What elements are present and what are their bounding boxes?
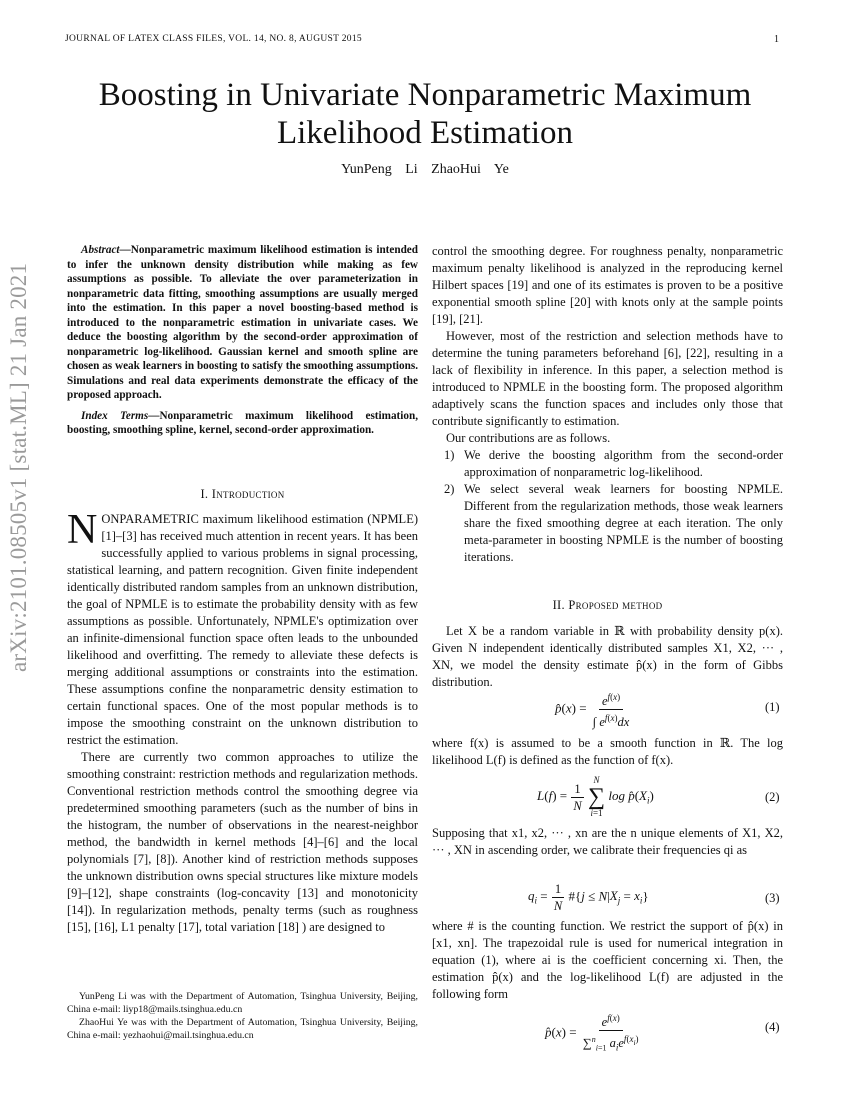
footnotes	[67, 990, 418, 1042]
introduction-section	[67, 486, 418, 936]
contribution-item-1: 1) We derive the boosting algorithm from the second-order approximation of nonparametric log-likelihood.	[444, 448, 783, 479]
running-header: JOURNAL OF LATEX CLASS FILES, VOL. 14, NO. 8, AUGUST 2015	[65, 34, 362, 44]
equation-4-number: (4)	[765, 1020, 780, 1034]
intro-paragraph-2: There are currently two common approaches to utilize the smoothing constraint: restriction methods and regularization methods. Conventional restriction methods control the smoothing degree via predetermined smoothing parameters (such as the number of bins in the histogram, the number of observations in the nearest-neighbor method, the bandwidth in kernel methods [4]–[6] and the local polynomials [7], [8]). Another kind of restriction methods supposes the unknown distribution owns special structures like mixture models [9]–[12], shape constraints (log-concavity [13] and monotonicity [14]). In regularization methods, penalty terms (such as roughness [15], [16], L1 penalty [17], total variation [18] ) are designed to	[67, 750, 418, 934]
method-section	[432, 597, 783, 691]
method-paragraph-2-block	[432, 735, 783, 769]
right-paragraph-2: However, most of the restriction and selection methods have to determine the tuning parameters beforehand [6], [22], resulting in a lack of flexibility in inference. In this paper, a selection method is introduced to NPMLE in the boosting form. The proposed algorithm adaptively scans the function spaces and includes only those that contribute significantly to estimation.	[432, 329, 783, 428]
abstract-label: Abstract	[81, 244, 120, 256]
paper-title: Boosting in Univariate Nonparametric Maximum Likelihood Estimation	[98, 77, 752, 151]
right-paragraph-1: control the smoothing degree. For roughness penalty, nonparametric maximum penalty likelihood is analyzed in the reproducing kernel Hilbert spaces [19] and one of its estimates is proven to be a positive exponential smooth spline [20] with knots only at the sample points [19], [21].	[432, 244, 783, 326]
right-paragraph-3: Our contributions are as follows.	[446, 431, 611, 445]
method-paragraph-4: where # is the counting function. We restrict the support of p̂(x) in [x1, xn]. The trapezoidal rule is used for numerical integration in equation (1), where ai is the coefficient concerning xi. Then, the estimation p̂(x) and the log-likelihood L(f) are adjusted in the following form	[432, 919, 783, 1001]
footnote-2: ZhaoHui Ye was with the Department of Automation, Tsinghua University, Beijing, China e-mail: yezhaohui@mail.tsinghua.edu.cn	[67, 1017, 418, 1041]
equation-1-number: (1)	[765, 700, 780, 714]
abstract-paragraph	[67, 243, 418, 403]
index-terms-label: Index Terms	[81, 409, 149, 422]
index-terms-text: —Nonparametric maximum likelihood estimation, boosting, smoothing spline, kernel, second-order approximation.	[67, 409, 418, 436]
right-column-text	[432, 243, 783, 566]
equation-4: p̂(x) = $\frac{e^{f(x)}}{\sum^n_{i=1} a_ie^{f(x_i)}}$	[545, 1010, 642, 1057]
equation-2-number: (2)	[765, 790, 780, 804]
method-paragraph-3-block	[432, 825, 783, 859]
intro-paragraph-1: NONPARAMETRIC maximum likelihood estimation (NPMLE) [1]–[3] has received much attention in recent years. It has been successfully applied to various problems in signal processing, statistical learning, and pattern recognition. Given finite independent identically distributed random samples from an unknown distribution, the goal of NPMLE is to estimate the probability density with as few assumptions as possible. Unfortunately, NPMLE's optimization over an infinite-dimensional function space often leads to the unbounded likelihood and overfitting. The remedy to alleviate these defects is merging additional assumptions or constraints into the estimation. These assumptions confine the nonparametric density estimation to certain functional spaces. One of the most popular methods is to impose the smoothing constraint on the unknown distribution to restrict the estimation.	[67, 507, 418, 747]
method-paragraph-3: Supposing that x1, x2, ··· , xn are the n unique elements of X1, X2, ··· , XN in ascending order, we calibrate their frequencies qi as	[432, 826, 783, 857]
arxiv-stamp: arXiv:2101.08505v1 [stat.ML] 21 Jan 2021	[6, 262, 31, 672]
abstract-block	[67, 243, 418, 438]
equation-3: $q_i$ = $\frac{1}{N}$ #{j ≤ $N|X_j = x_i$}	[528, 882, 649, 913]
footnote-1: YunPeng Li was with the Department of Automation, Tsinghua University, Beijing, China e-mail: liyp18@mails.tsinghua.edu.cn	[67, 991, 418, 1015]
equation-3-number: (3)	[765, 891, 780, 905]
method-paragraph-4-block	[432, 918, 783, 1003]
page-number: 1	[774, 34, 779, 45]
abstract-text: —Nonparametric maximum likelihood estimation is intended to infer the unknown density distribution while making as few assumptions as possible. To alleviate the over parameterization in nonparametric data fitting, smoothing assumptions are usually merged into the estimation. In this paper a novel boosting-based method is introduced to the nonparametric estimation in univariate cases. We deduce the boosting algorithm by the second-order approximation of nonparametric log-likelihood. Gaussian kernel and smooth spline are chosen as weak learners in boosting to satisfy the smoothing assumptions. Simulations and real data experiments demonstrate the efficacy of the proposed approach.	[67, 244, 418, 401]
equation-1: p̂(x) = $\frac{e^{f(x)}}{\int e^{f(x)}dx}$	[555, 689, 632, 730]
equation-2: L(f) = $\frac{1}{N}$ N ∑ i=1 $\log p̂(X_i)$	[537, 775, 654, 818]
section-heading-introduction: I. Introduction	[200, 487, 285, 501]
method-paragraph-2: where f(x) is assumed to be a smooth function in ℝ. The log likelihood L(f) is defined as the function of f(x).	[432, 736, 783, 767]
section-heading-method: II. Proposed method	[552, 598, 663, 612]
index-terms-paragraph	[67, 409, 418, 438]
method-paragraph-1: Let X be a random variable in ℝ with probability density p(x). Given N independent identically distributed samples X1, X2, ··· , XN, we model the density estimate p̂(x) in the form of Gibbs distribution.	[432, 624, 783, 689]
contribution-item-2: 2) We select several weak learners for boosting NPMLE. Different from the regularization methods, those weak learners share the fixed smoothing degree at each iteration. The only meta-parameter in boosting NPMLE is the number of boosting iterations.	[444, 482, 783, 564]
author-list: YunPeng Li ZhaoHui Ye	[341, 162, 509, 177]
drop-cap: N	[67, 507, 98, 553]
